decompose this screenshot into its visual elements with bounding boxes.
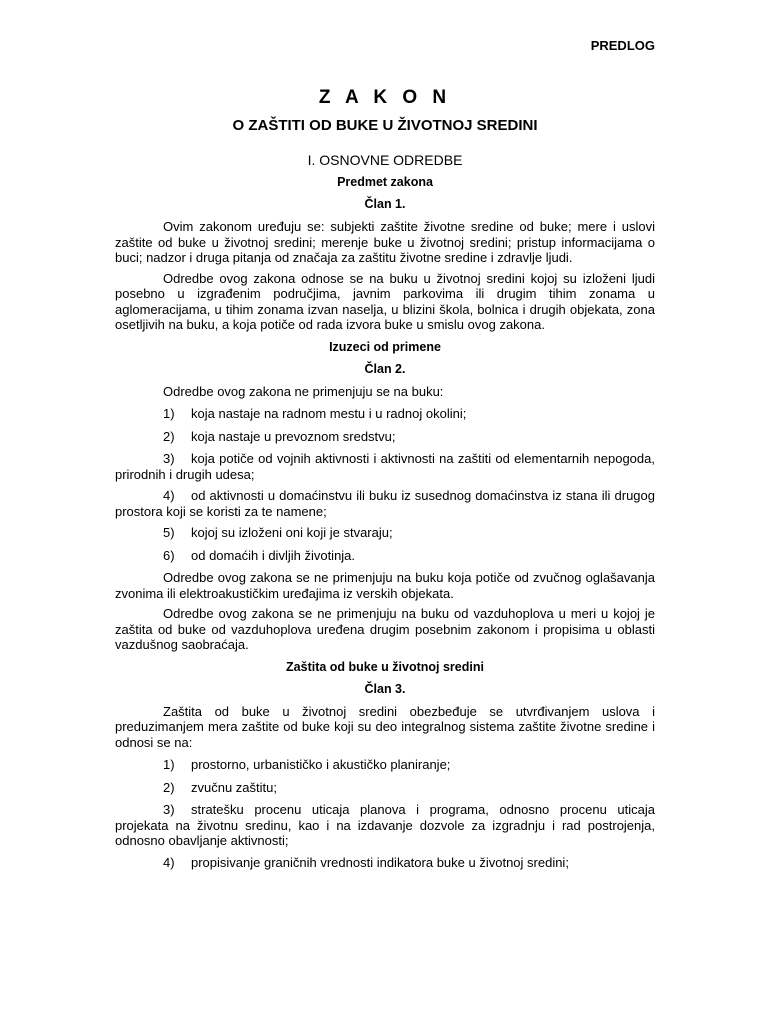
- list-item-text: zvučnu zaštitu;: [191, 779, 277, 795]
- list-item-number: 2): [163, 779, 175, 795]
- list-item-text: od aktivnosti u domaćinstvu ili buku iz susednog domaćinstva iz stana ili drugog prostora koji se koristi za te namene;: [115, 488, 655, 519]
- section-heading: Predmet zakona: [337, 175, 433, 189]
- list-item: [115, 548, 655, 564]
- paragraph: Zaštita od buke u životnoj sredini obezbeđuje se utvrđivanjem uslova i preduzimanjem mera zaštite od buke koji su deo integralnog sistema zaštite životne sredine i odnosi se na:: [115, 703, 655, 750]
- list-item: [115, 780, 655, 796]
- article-number: Član 2.: [364, 361, 406, 376]
- list-item-number: 3): [163, 451, 175, 466]
- list-item-number: 6): [163, 547, 175, 563]
- paragraph: Odredbe ovog zakona ne primenjuju se na buku:: [163, 383, 444, 399]
- list-item-number: 1): [163, 757, 175, 772]
- list-item-text: koja potiče od vojnih aktivnosti i aktivnosti na zaštiti od elementarnih nepogoda, prirodnih i drugih udesa;: [115, 451, 655, 482]
- paragraph: Odredbe ovog zakona odnose se na buku u životnoj sredini kojoj su izloženi ljudi posebno u izgrađenim područjima, javnim parkovima ili drugim tihim zonama u aglomeracijama, u tihim zonama izvan naselja, u blizini škola, bolnica i drugih objekata, zona osetljivih na buku, a koja potiče od rada izvora buke u smislu ovog zakona.: [115, 270, 655, 332]
- paragraph: Odredbe ovog zakona se ne primenjuju na buku od vazduhoplova u meri u kojoj je zaštita od buke od vazduhoplova uređena drugim posebnim zakonom i propisima u oblasti vazdušnog saobraćaja.: [115, 606, 655, 652]
- chapter-heading: I. OSNOVNE ODREDBE: [307, 152, 463, 168]
- list-item: [115, 855, 655, 871]
- article-number: Član 3.: [364, 681, 406, 696]
- list-item: [115, 406, 655, 422]
- list-item: [115, 802, 655, 849]
- article-number: Član 1.: [364, 197, 406, 211]
- list-item-number: 5): [163, 525, 175, 540]
- list-item-text: propisivanje graničnih vrednosti indikatora buke u životnoj sredini;: [191, 854, 569, 870]
- paragraph: Ovim zakonom uređuju se: subjekti zaštite životne sredine od buke; mere i uslovi zaštite od buke u životnoj sredini; merenje buke u životnoj sredini; pristup informacijama o buci; nadzor i druga pitanja od značaja za zaštitu životne sredine i zdravlje ljudi.: [115, 219, 655, 265]
- list-item-number: 4): [163, 854, 175, 870]
- list-item-text: stratešku procenu uticaja planova i programa, odnosno procenu uticaja projekata na životnu sredinu, kao i na izdavanje dozvole za izgradnju i rad postrojenja, odnosno obavljanje aktivnosti;: [115, 802, 655, 848]
- list-item-text: koja nastaje u prevoznom sredstvu;: [191, 428, 396, 444]
- section-heading: Zaštita od buke u životnoj sredini: [286, 659, 484, 674]
- list-item-number: 4): [163, 488, 175, 503]
- list-item: [115, 451, 655, 482]
- law-title: Z A K O N: [318, 87, 452, 108]
- list-item: [115, 525, 655, 541]
- law-subtitle: O ZAŠTITI OD BUKE U ŽIVOTNOJ SREDINI: [232, 117, 538, 134]
- paragraph: Odredbe ovog zakona se ne primenjuju na buku koja potiče od zvučnog oglašavanja zvonima ili elektroakustičkim uređajima iz verskih objekata.: [115, 570, 655, 601]
- list-item: [115, 757, 655, 773]
- list-item-text: kojoj su izloženi oni koji je stvaraju;: [191, 525, 393, 540]
- list-item-text: koja nastaje na radnom mestu i u radnoj okolini;: [191, 406, 467, 421]
- list-item: [115, 429, 655, 445]
- list-item-text: prostorno, urbanističko i akustičko planiranje;: [191, 757, 451, 772]
- list-item-number: 2): [163, 428, 175, 444]
- list-item-number: 3): [163, 802, 175, 817]
- list-item: [115, 488, 655, 519]
- section-heading: Izuzeci od primene: [329, 339, 441, 354]
- list-item-number: 1): [163, 406, 175, 421]
- list-item-text: od domaćih i divljih životinja.: [191, 547, 356, 563]
- document-label: PREDLOG: [590, 38, 655, 53]
